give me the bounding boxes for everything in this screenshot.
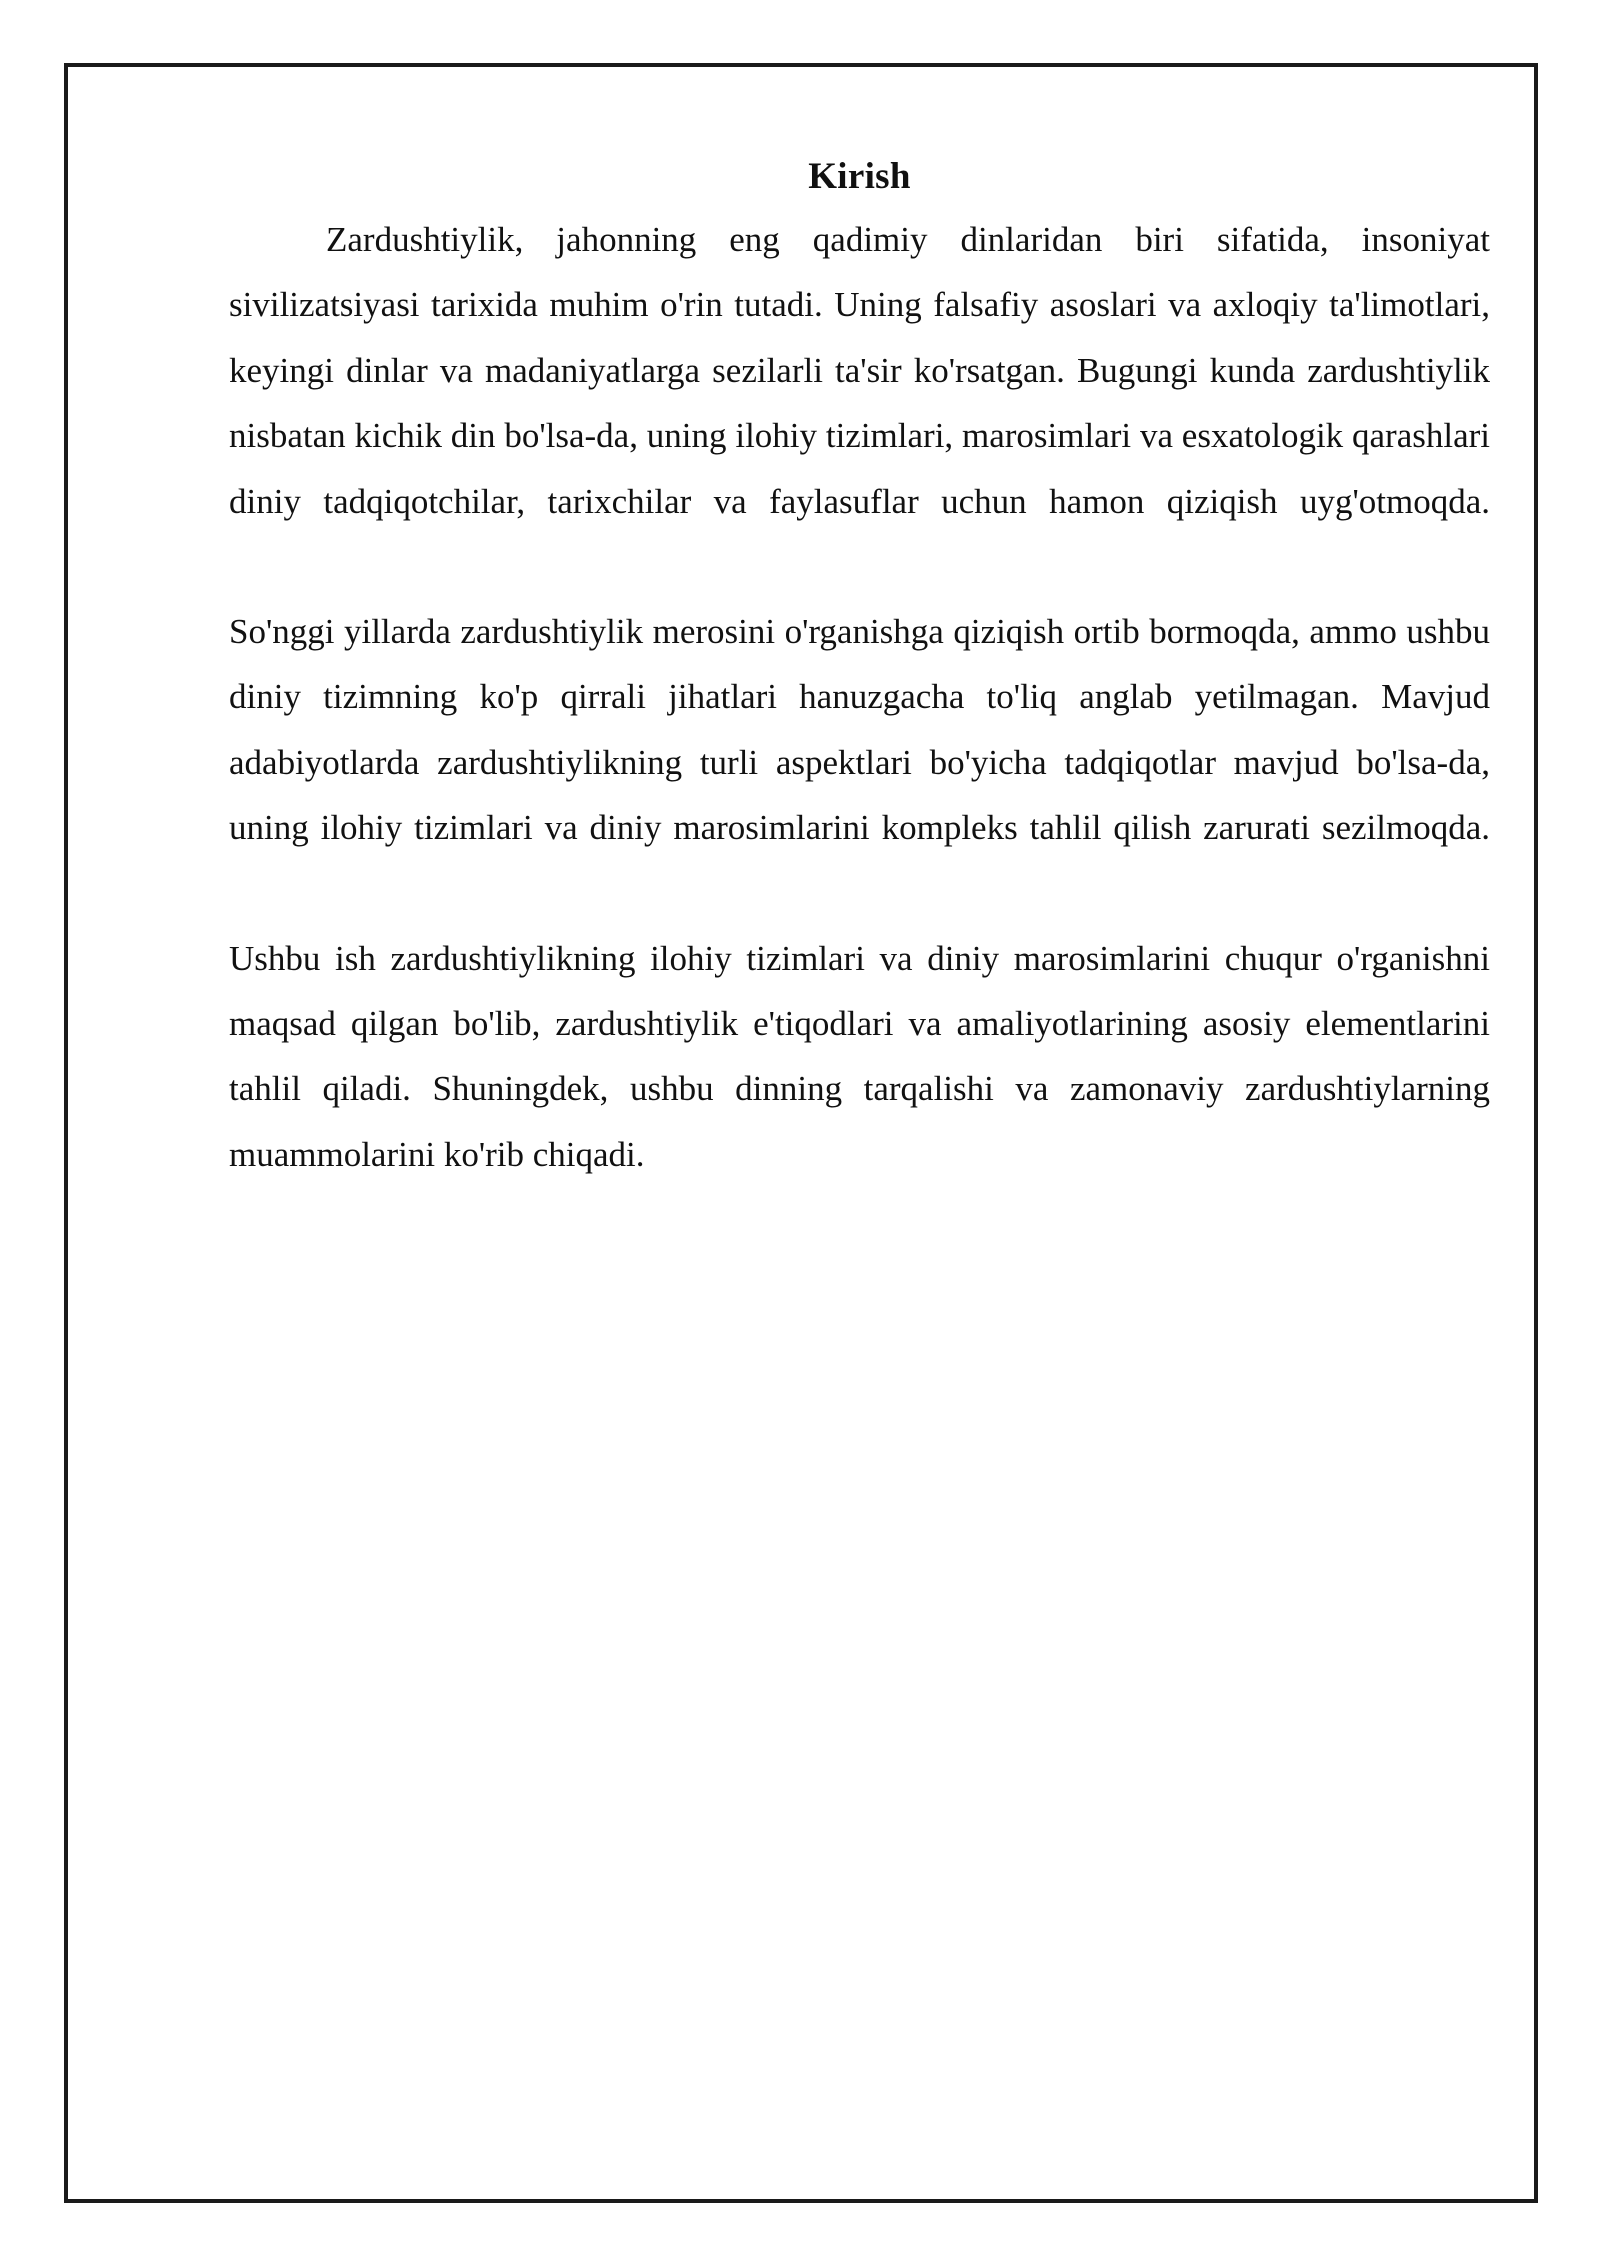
paragraph-spacer <box>229 534 1490 599</box>
paragraph-research-gap: So'nggi yillarda zardushtiylik merosini o'rganishga qiziqish ortib bormoqda, ammo ushbu diniy tizimning ko'p qirrali jihatlari hanuzgacha to'liq anglab yetilmagan. Mavjud adabiyotlarda zardushtiylikning turli aspektlari bo'yicha tadqiqotlar mavjud bo'lsa-da, uning ilohiy tizimlari va diniy marosimlarini kompleks tahlil qilish zarurati sezilmoqda. <box>229 612 1490 848</box>
paragraph-intro: Zardushtiylik, jahonning eng qadimiy dinlaridan biri sifatida, insoniyat sivilizatsiyasi tarixida muhim o'rin tutadi. Uning falsafiy asoslari va axloqiy ta'limotlari, keyingi dinlar va madaniyatlarga sezilarli ta'sir ko'rsatgan. Bugungi kunda zardushtiylik nisbatan kichik din bo'lsa-da, uning ilohiy tizimlari, marosimlari va esxatologik qarashlari diniy tadqiqotchilar, tarixchilar va faylasuflar uchun hamon qiziqish uyg'otmoqda. <box>229 220 1490 521</box>
document-title: Kirish <box>808 156 911 197</box>
document-body <box>229 147 1490 1187</box>
paragraph-aim: Ushbu ish zardushtiylikning ilohiy tizimlari va diniy marosimlarini chuqur o'rganishni maqsad qilgan bo'lib, zardushtiylik e'tiqodlari va amaliyotlarining asosiy elementlarini tahlil qiladi. Shuningdek, ushbu dinning tarqalishi va zamonaviy zardushtiylarning muammolarini ko'rib chiqadi. <box>229 938 1490 1174</box>
paragraph-spacer <box>229 861 1490 926</box>
